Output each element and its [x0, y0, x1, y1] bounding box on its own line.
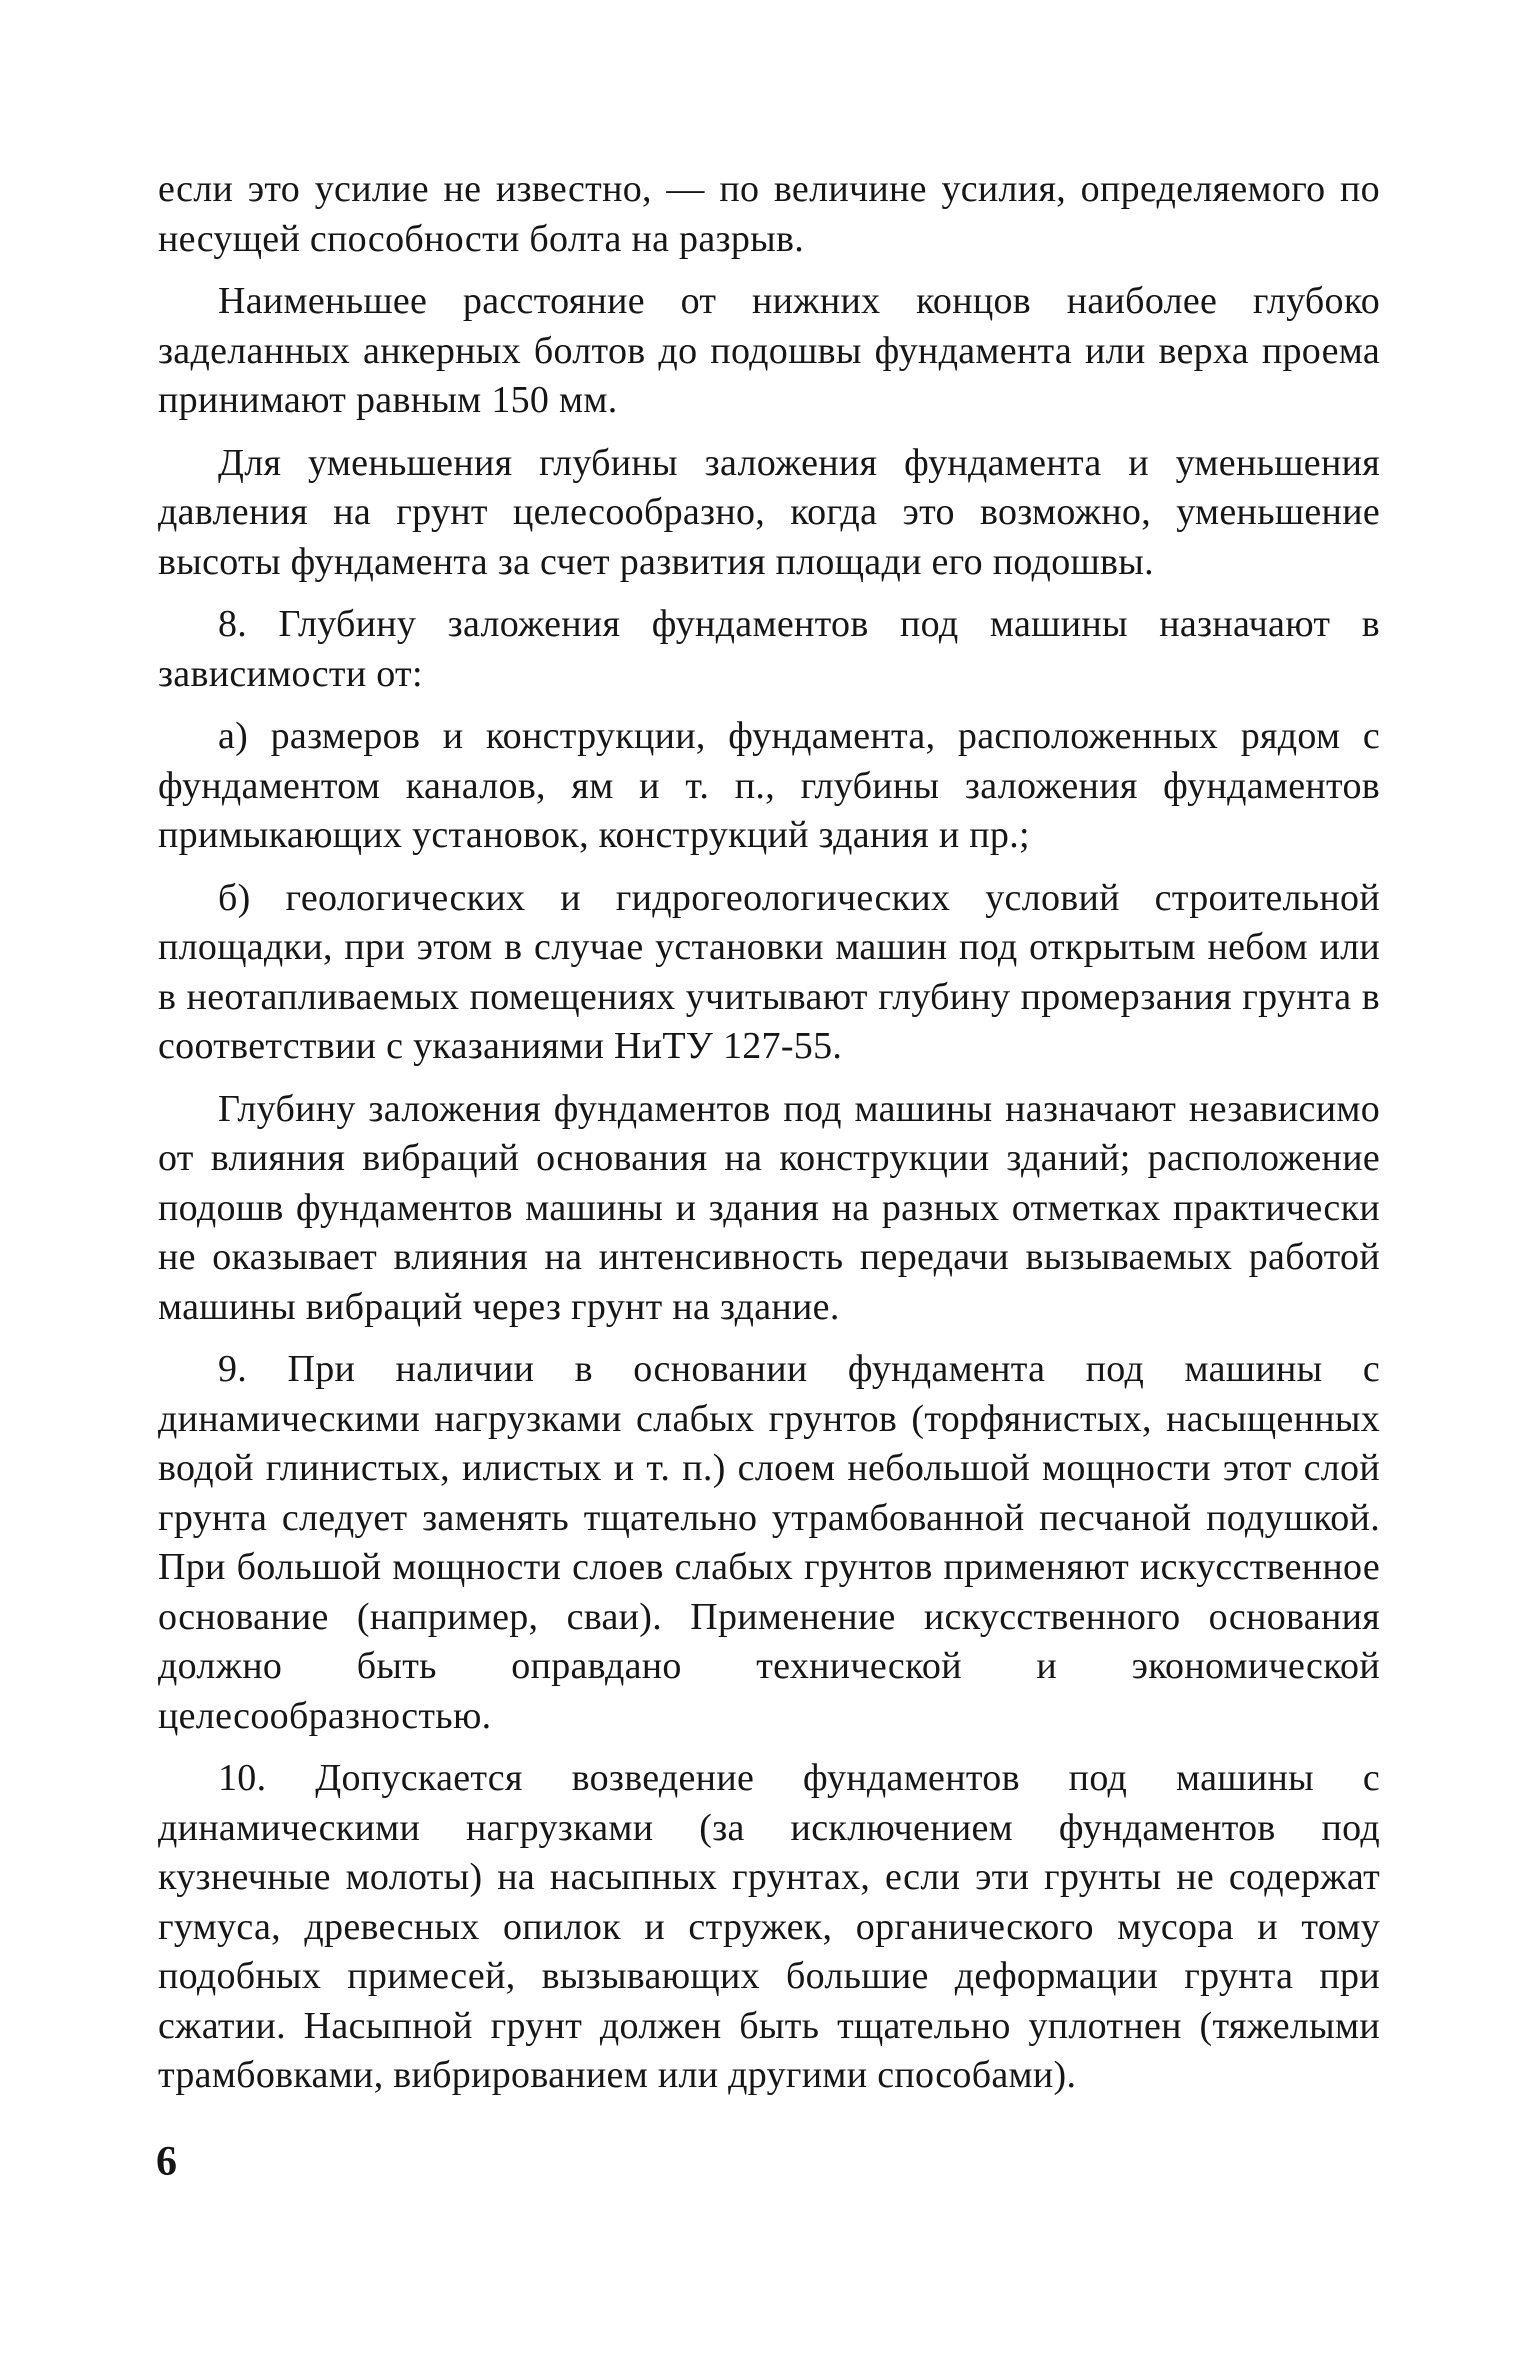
paragraph-item-8: 8. Глубину заложения фундаментов под машины назначают в зависимости от:: [158, 603, 1380, 695]
list-item-b: б) геологических и гидрогеологических условий строительной площадки, при этом в случае установки машин под открытым небом или в неотапливаемых помещениях учитывают глубину промерзания грунта в соответствии с указаниями НиТУ 127-55.: [158, 876, 1380, 1067]
page-number: 6: [156, 2139, 177, 2185]
paragraph-item-10: 10. Допускается возведение фундаментов под машины с динамическими нагрузками (за исключением фундаментов под кузнечные молоты) на насыпных грунтах, если эти грунты не содержат гумуса, древесных опилок и стружек, органического мусора и тому подобных примесей, вызывающих большие деформации грунта при сжатии. Насыпной грунт должен быть тщательно уплотнен (тяжелыми трамбовками, вибрированием или другими способами).: [158, 1757, 1380, 2096]
paragraph-vibration: Глубину заложения фундаментов под машины назначают независимо от влияния вибраций основания на конструкции зданий; расположение подошв фундаментов машины и здания на разных отметках практически не оказывает влияния на интенсивность передачи вызываемых работой машины вибраций через грунт на здание.: [158, 1087, 1380, 1328]
paragraph-depth-reduction: Для уменьшения глубины заложения фундамента и уменьшения давления на грунт целесообразно, когда это возможно, уменьшение высоты фундамента за счет развития площади его подошвы.: [158, 441, 1380, 583]
paragraph-continuation: если это усилие не известно, — по величине усилия, определяемого по несущей способности болта на разрыв.: [158, 168, 1380, 260]
body-text: [158, 165, 1380, 2114]
paragraph-anchor-distance: Наименьшее расстояние от нижних концов наиболее глубоко заделанных анкерных болтов до подошвы фундамента или верха проема принимают равным 150 мм.: [158, 280, 1380, 421]
list-item-a: а) размеров и конструкции, фундамента, расположенных рядом с фундаментом каналов, ям и т. п., глубины заложения фундаментов примыкающих установок, конструкций здания и пр.;: [158, 715, 1380, 856]
paragraph-item-9: 9. При наличии в основании фундамента под машины с динамическими нагрузками слабых грунтов (торфянистых, насыщенных водой глинистых, илистых и т. п.) слоем небольшой мощности этот слой грунта следует заменять тщательно утрамбованной песчаной подушкой. При большой мощности слоев слабых грунтов применяют искусственное основание (например, сваи). Применение искусственного основания должно быть оправдано технической и экономической целесообразностью.: [158, 1348, 1380, 1737]
